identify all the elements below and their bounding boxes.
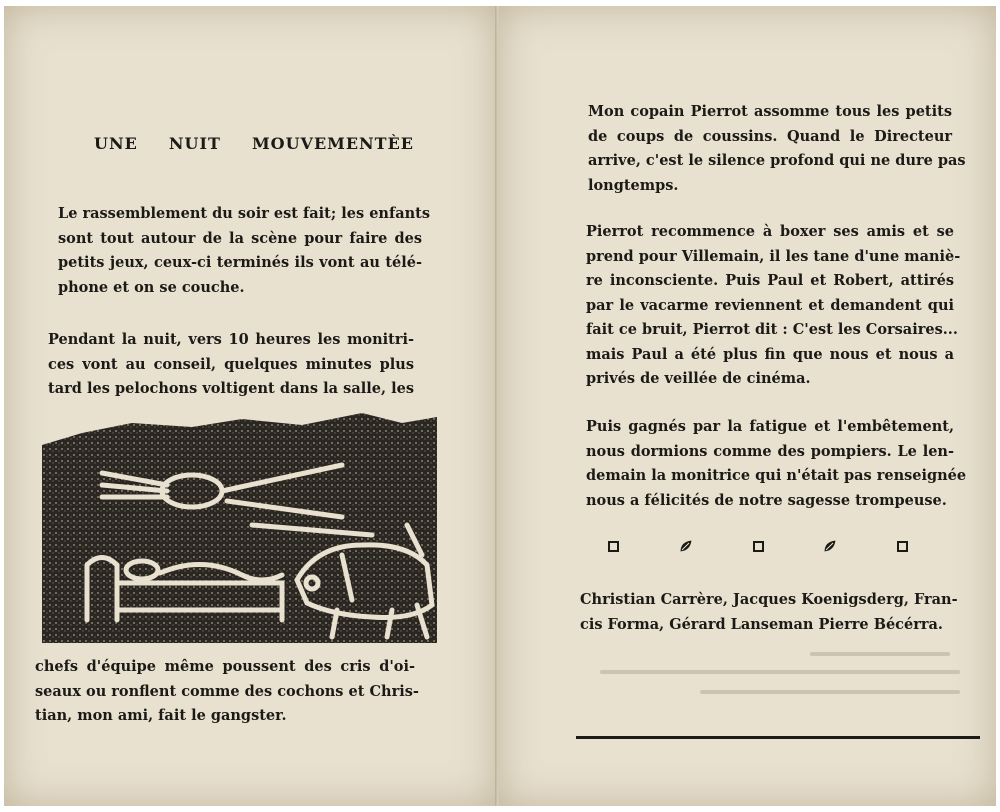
bottom-rule xyxy=(576,736,980,739)
show-through-smudge xyxy=(590,650,960,710)
text-line: tian, mon ami, fait le gangster. xyxy=(35,707,287,724)
paragraph-3 xyxy=(35,655,419,729)
text-line: longtemps. xyxy=(588,176,679,194)
text-line: nous a félicités de notre sagesse trompeuse. xyxy=(586,491,947,509)
leaf-icon xyxy=(678,538,694,554)
title-word: UNE xyxy=(94,134,138,153)
text-line: ces vont au conseil, quelques minutes plus xyxy=(48,355,414,373)
text-line: seaux ou ronflent comme des cochons et Chris- xyxy=(35,682,419,700)
signatures xyxy=(580,588,958,637)
text-line: cis Forma, Gérard Lanseman Pierre Bécérra. xyxy=(580,615,943,633)
left-page xyxy=(4,6,497,806)
text-line: privés de veillée de cinéma. xyxy=(586,370,811,387)
text-line: petits jeux, ceux-ci terminés ils vont au télé- xyxy=(58,254,422,271)
text-line: fait ce bruit, Pierrot dit : C'est les Corsaires... xyxy=(586,321,958,338)
text-line: chefs d'équipe même poussent des cris d'oi- xyxy=(35,658,415,675)
text-line: nous dormions comme des pompiers. Le len- xyxy=(586,442,954,460)
paragraph-1 xyxy=(58,202,431,300)
text-line: sont tout autour de la scène pour faire des xyxy=(58,229,422,247)
text-line: re inconsciente. Puis Paul et Robert, attirés xyxy=(586,272,954,289)
linocut-illustration xyxy=(42,405,437,643)
paragraph-1 xyxy=(588,100,966,198)
text-line: par le vacarme reviennent et demandent qui xyxy=(586,296,954,314)
text-line: Christian Carrère, Jacques Koenigsderg, Fran- xyxy=(580,591,958,608)
text-line: tard les pelochons voltigent dans la salle, les xyxy=(48,380,414,397)
square-icon xyxy=(897,541,908,552)
leaf-icon xyxy=(822,538,838,554)
paragraph-2 xyxy=(586,220,961,392)
square-icon xyxy=(608,541,619,552)
text-line: Mon copain Pierrot assomme tous les petits xyxy=(588,103,952,120)
text-line: mais Paul a été plus fin que nous et nous a xyxy=(586,345,954,363)
page-title xyxy=(94,134,414,153)
text-line: Le rassemblement du soir est fait; les enfants xyxy=(58,205,431,222)
text-line: Pendant la nuit, vers 10 heures les monitri- xyxy=(48,331,414,348)
paragraph-3 xyxy=(586,415,967,513)
square-icon xyxy=(753,541,764,552)
text-line: demain la monitrice qui n'était pas renseignée xyxy=(586,467,967,484)
text-line: prend pour Villemain, il les tane d'une maniè- xyxy=(586,247,961,265)
text-line: de coups de coussins. Quand le Directeur xyxy=(588,127,952,145)
ornament-row xyxy=(608,538,908,554)
text-line: phone et on se couche. xyxy=(58,278,245,296)
title-word: NUIT xyxy=(168,134,221,153)
text-line: arrive, c'est le silence profond qui ne dure pas xyxy=(588,152,966,169)
title-word: MOUVEMENTÈE xyxy=(251,134,414,153)
text-line: Pierrot recommence à boxer ses amis et se xyxy=(586,223,954,240)
paragraph-2 xyxy=(48,328,414,402)
text-line: Puis gagnés par la fatigue et l'embêtement, xyxy=(586,418,954,435)
